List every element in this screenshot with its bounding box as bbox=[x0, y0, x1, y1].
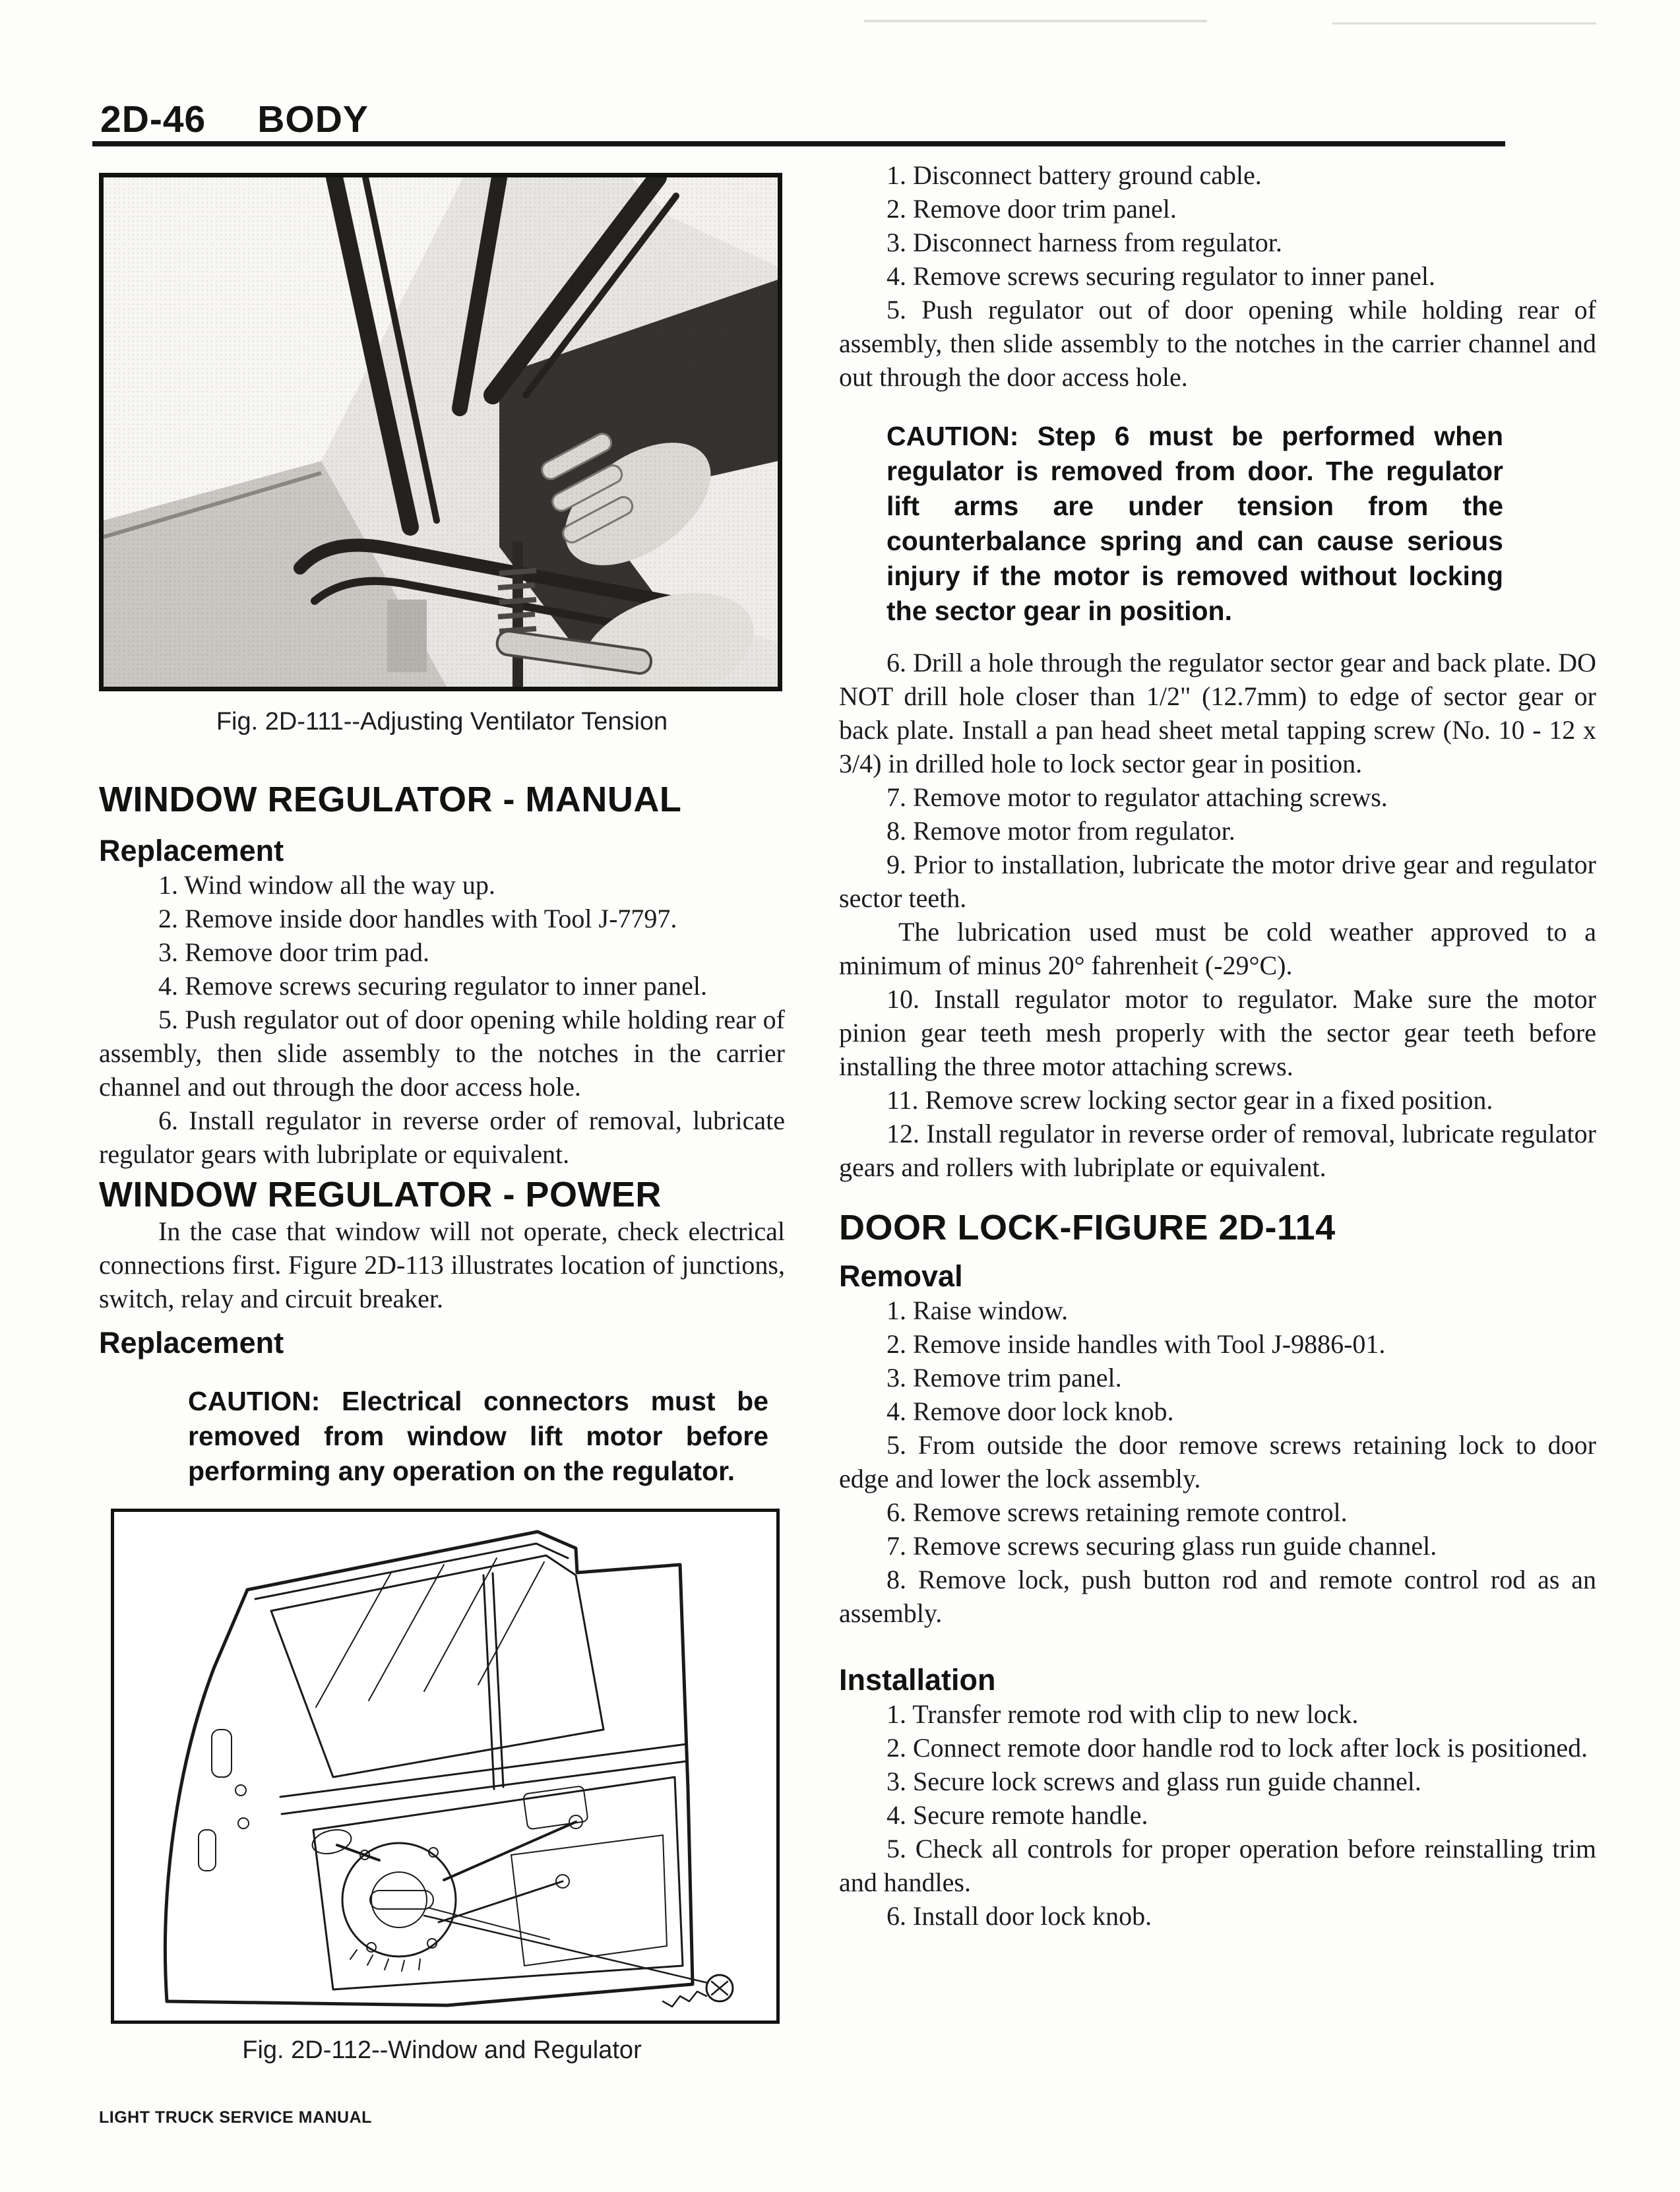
heading-window-regulator-manual: WINDOW REGULATOR - MANUAL bbox=[99, 780, 682, 819]
footer-manual-title: LIGHT TRUCK SERVICE MANUAL bbox=[99, 2108, 372, 2127]
step-item: 4. Secure remote handle. bbox=[887, 1800, 1148, 1830]
step-item: 7. Remove motor to regulator attaching screws. bbox=[887, 782, 1388, 812]
step-item: 4. Remove door lock knob. bbox=[887, 1396, 1174, 1426]
scan-artifact bbox=[864, 20, 1207, 22]
step-item: 10. Install regulator motor to regulator. Make sure the motor pinion gear teeth mesh properly with the sector gear teeth before installing the three motor attaching screws. bbox=[839, 984, 1596, 1081]
power-intro-paragraph: In the case that window will not operate, check electrical connections first. Figure 2D-113 illustrates location of junctions, switch, relay and circuit breaker. bbox=[99, 1216, 785, 1313]
scan-artifact bbox=[1332, 22, 1596, 24]
section-title: BODY bbox=[257, 98, 369, 141]
subheading-replacement-power: Replacement bbox=[99, 1326, 284, 1360]
step-item: 3. Disconnect harness from regulator. bbox=[887, 228, 1282, 257]
page-header bbox=[100, 98, 369, 141]
step-item: 2. Remove inside handles with Tool J-9886-01. bbox=[887, 1329, 1386, 1359]
figure-2d-111-caption: Fig. 2D-111--Adjusting Ventilator Tension bbox=[216, 708, 668, 736]
heading-door-lock: DOOR LOCK-FIGURE 2D-114 bbox=[839, 1208, 1336, 1247]
step-item: 1. Disconnect battery ground cable. bbox=[887, 160, 1262, 190]
step-item: 8. Remove lock, push button rod and remote control rod as an assembly. bbox=[839, 1565, 1596, 1628]
left-column bbox=[99, 173, 785, 2065]
step-item: 2. Remove door trim panel. bbox=[887, 194, 1177, 224]
subheading-replacement-manual: Replacement bbox=[99, 834, 284, 867]
step-item: 2. Connect remote door handle rod to lock after lock is positioned. bbox=[887, 1733, 1588, 1763]
figure-2d-112-caption: Fig. 2D-112--Window and Regulator bbox=[242, 2036, 642, 2064]
figure-2d-111-photo bbox=[99, 173, 782, 691]
step-item: 8. Remove motor from regulator. bbox=[887, 816, 1235, 846]
step-item: 7. Remove screws securing glass run guide channel. bbox=[887, 1531, 1437, 1561]
step-item: 4. Remove screws securing regulator to inner panel. bbox=[887, 261, 1435, 291]
step-item: 6. Install regulator in reverse order of removal, lubricate regulator gears with lubriplate or equivalent. bbox=[99, 1106, 785, 1169]
step-item: 5. Check all controls for proper operation before reinstalling trim and handles. bbox=[839, 1834, 1596, 1897]
step-item: 5. Push regulator out of door opening while holding rear of assembly, then slide assembly to the notches in the carrier channel and out through the door access hole. bbox=[99, 1005, 785, 1102]
step-item: 11. Remove screw locking sector gear in a fixed position. bbox=[887, 1085, 1493, 1115]
subheading-removal: Removal bbox=[839, 1259, 963, 1293]
step-item: 5. From outside the door remove screws retaining lock to door edge and lower the lock assembly. bbox=[839, 1430, 1596, 1493]
lubrication-note: The lubrication used must be cold weather approved to a minimum of minus 20° fahrenheit (-29°C). bbox=[839, 917, 1596, 980]
step-item: 2. Remove inside door handles with Tool J-7797. bbox=[158, 904, 677, 933]
step-item: 1. Raise window. bbox=[887, 1296, 1069, 1325]
step-item: 1. Wind window all the way up. bbox=[158, 870, 495, 900]
step-item: 1. Transfer remote rod with clip to new lock. bbox=[887, 1699, 1359, 1729]
step-item: 12. Install regulator in reverse order of removal, lubricate regulator gears and rollers with lubriplate or equivalent. bbox=[839, 1119, 1596, 1182]
header-rule bbox=[92, 141, 1505, 146]
window-regulator-illustration bbox=[114, 1512, 776, 2020]
step-item: 6. Drill a hole through the regulator sector gear and back plate. DO NOT drill hole closer than 1/2" (12.7mm) to edge of sector gear or back plate. Install a pan head sheet metal tapping screw (No. 10 - 12 x 3/4) in drilled hole to lock sector gear in position. bbox=[839, 648, 1596, 778]
step-item: 6. Remove screws retaining remote control. bbox=[887, 1497, 1348, 1527]
ventilator-photo-illustration bbox=[104, 177, 778, 687]
caution-step-6: CAUTION: Step 6 must be performed when regulator is removed from door. The regulator lift arms are under tension from the counterbalance spring and can cause serious injury if the motor is removed without locking the sector gear in position. bbox=[887, 421, 1503, 626]
step-item: 4. Remove screws securing regulator to inner panel. bbox=[158, 971, 707, 1001]
caution-electrical-connectors: CAUTION: Electrical connectors must be removed from window lift motor before performing any operation on the regulator. bbox=[188, 1386, 768, 1486]
right-column bbox=[839, 158, 1596, 1933]
step-item: 5. Push regulator out of door opening while holding rear of assembly, then slide assembly to the notches in the carrier channel and out through the door access hole. bbox=[839, 295, 1596, 392]
step-item: 6. Install door lock knob. bbox=[887, 1901, 1152, 1931]
page-number: 2D-46 bbox=[100, 98, 206, 141]
subheading-installation: Installation bbox=[839, 1663, 996, 1697]
step-item: 3. Secure lock screws and glass run guide channel. bbox=[887, 1767, 1421, 1796]
heading-window-regulator-power: WINDOW REGULATOR - POWER bbox=[99, 1175, 662, 1214]
step-item: 9. Prior to installation, lubricate the motor drive gear and regulator sector teeth. bbox=[839, 850, 1596, 913]
step-item: 3. Remove door trim pad. bbox=[158, 937, 430, 967]
figure-2d-112-drawing bbox=[111, 1509, 780, 2024]
step-item: 3. Remove trim panel. bbox=[887, 1363, 1122, 1393]
